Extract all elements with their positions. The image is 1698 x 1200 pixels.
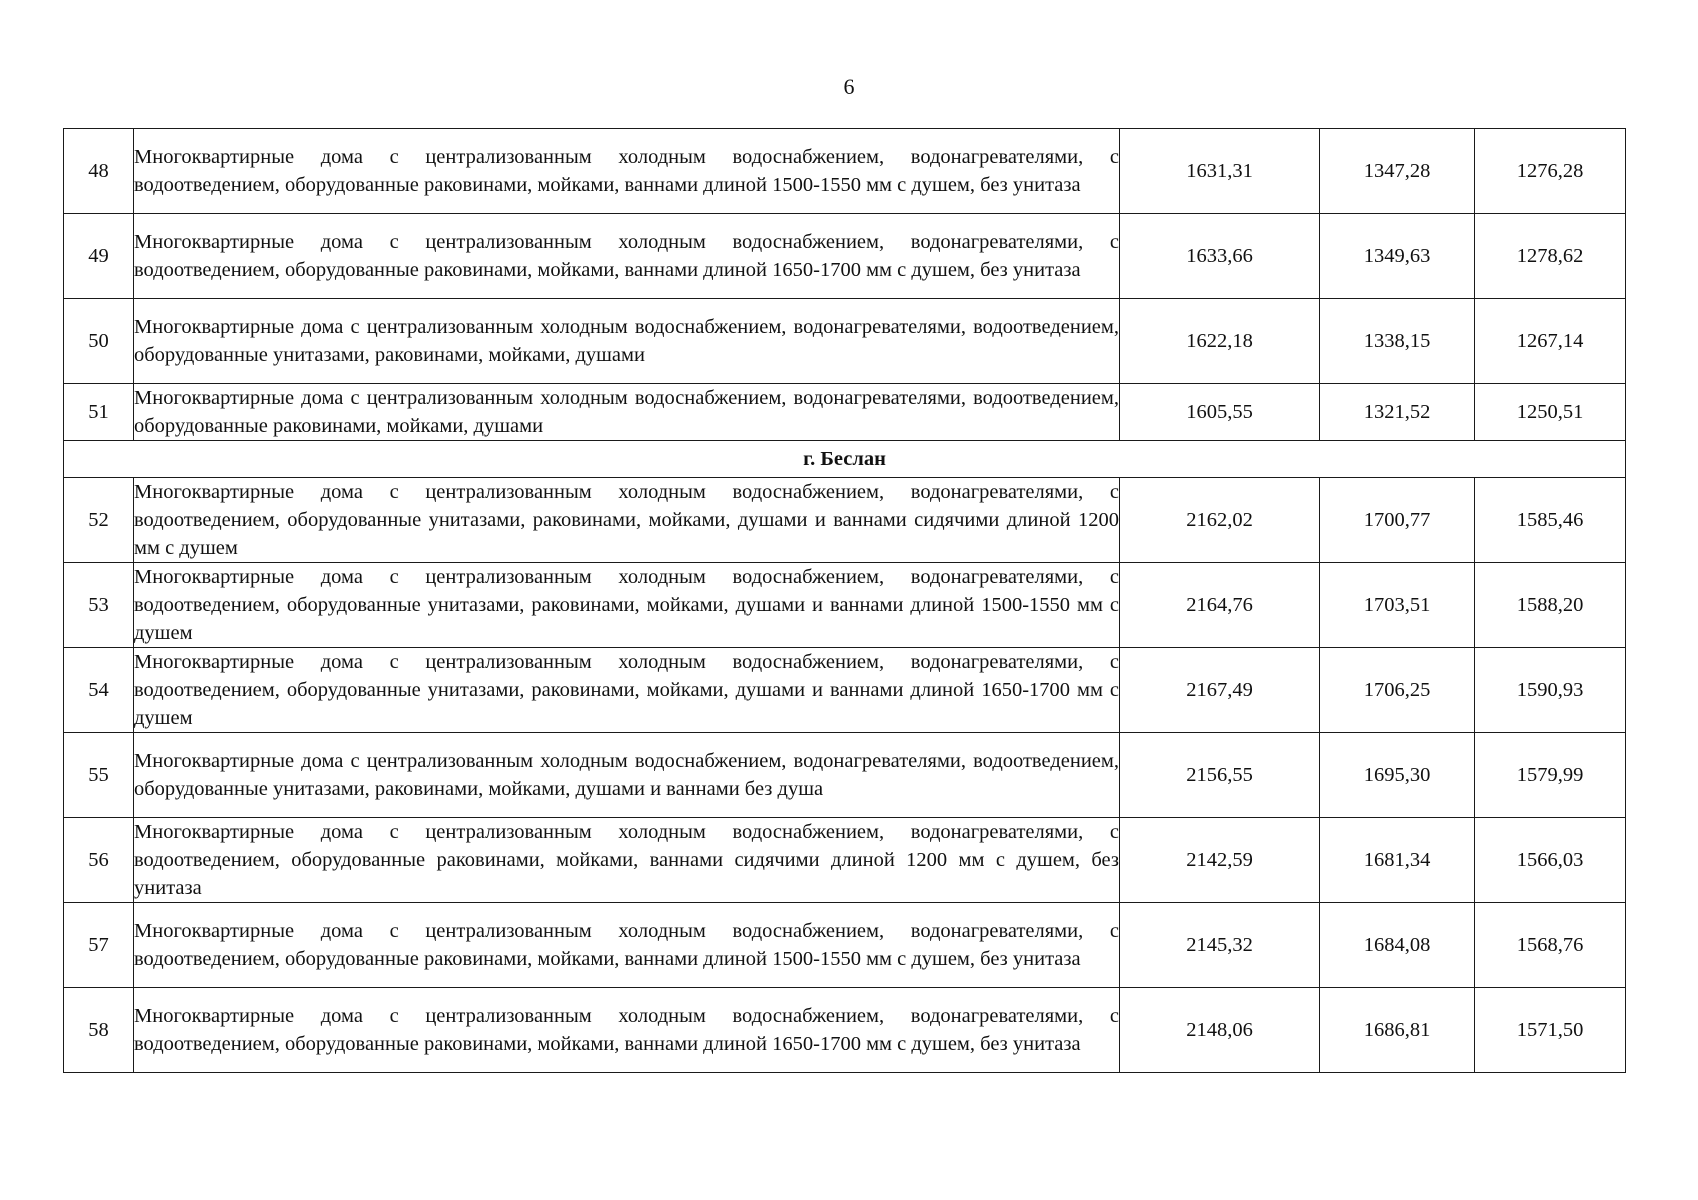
tariff-value-3: 1585,46 — [1475, 478, 1626, 563]
page-number: 6 — [843, 74, 855, 99]
table-row — [64, 478, 1626, 563]
tariff-value-2: 1684,08 — [1320, 903, 1475, 988]
tariff-value-1: 2148,06 — [1120, 988, 1320, 1073]
tariff-value-1: 2164,76 — [1120, 563, 1320, 648]
table-row — [64, 818, 1626, 903]
tariff-value-3: 1278,62 — [1475, 214, 1626, 299]
row-number: 57 — [64, 903, 134, 988]
row-description: Многоквартирные дома с централизованным холодным водоснабжением, водонагревателями, с водоотведением, оборудованные раковинами, мойками, ваннами длиной 1650-1700 мм с душем, без унитаза — [134, 988, 1120, 1073]
tariff-value-2: 1349,63 — [1320, 214, 1475, 299]
row-description: Многоквартирные дома с централизованным холодным водоснабжением, водонагревателями, с водоотведением, оборудованные раковинами, мойками, ваннами сидячими длиной 1200 мм с душем, без унитаза — [134, 818, 1120, 903]
row-number: 54 — [64, 648, 134, 733]
tariff-value-1: 2162,02 — [1120, 478, 1320, 563]
tariff-value-2: 1695,30 — [1320, 733, 1475, 818]
tariff-value-2: 1681,34 — [1320, 818, 1475, 903]
tariff-table — [63, 128, 1626, 1073]
row-number: 52 — [64, 478, 134, 563]
tariff-value-2: 1706,25 — [1320, 648, 1475, 733]
tariff-value-3: 1588,20 — [1475, 563, 1626, 648]
row-number: 50 — [64, 299, 134, 384]
row-number: 53 — [64, 563, 134, 648]
table-row — [64, 733, 1626, 818]
tariff-value-3: 1250,51 — [1475, 384, 1626, 441]
tariff-value-1: 2167,49 — [1120, 648, 1320, 733]
row-description: Многоквартирные дома с централизованным холодным водоснабжением, водонагревателями, водоотведением, оборудованные раковинами, мойками, душами — [134, 384, 1120, 441]
tariff-value-1: 2142,59 — [1120, 818, 1320, 903]
row-description: Многоквартирные дома с централизованным холодным водоснабжением, водонагревателями, с водоотведением, оборудованные раковинами, мойками, ваннами длиной 1650-1700 мм с душем, без унитаза — [134, 214, 1120, 299]
tariff-value-1: 1622,18 — [1120, 299, 1320, 384]
row-description: Многоквартирные дома с централизованным холодным водоснабжением, водонагревателями, водоотведением, оборудованные унитазами, раковинами, мойками, душами — [134, 299, 1120, 384]
tariff-value-3: 1566,03 — [1475, 818, 1626, 903]
row-number: 48 — [64, 129, 134, 214]
row-description: Многоквартирные дома с централизованным холодным водоснабжением, водонагревателями, с водоотведением, оборудованные унитазами, раковинами, мойками, душами и ваннами сидячими длиной 1200 мм с душем — [134, 478, 1120, 563]
tariff-value-1: 1633,66 — [1120, 214, 1320, 299]
tariff-value-1: 2145,32 — [1120, 903, 1320, 988]
section-title: г. Беслан — [64, 441, 1626, 478]
table-row — [64, 563, 1626, 648]
row-number: 56 — [64, 818, 134, 903]
tariff-value-2: 1338,15 — [1320, 299, 1475, 384]
tariff-value-2: 1347,28 — [1320, 129, 1475, 214]
tariff-value-1: 1605,55 — [1120, 384, 1320, 441]
table-row — [64, 384, 1626, 441]
table-row — [64, 214, 1626, 299]
row-number: 55 — [64, 733, 134, 818]
tariff-value-2: 1700,77 — [1320, 478, 1475, 563]
tariff-value-3: 1267,14 — [1475, 299, 1626, 384]
tariff-value-2: 1686,81 — [1320, 988, 1475, 1073]
tariff-value-3: 1579,99 — [1475, 733, 1626, 818]
row-number: 51 — [64, 384, 134, 441]
table-row — [64, 129, 1626, 214]
tariff-value-3: 1276,28 — [1475, 129, 1626, 214]
tariff-value-2: 1321,52 — [1320, 384, 1475, 441]
section-header-row — [64, 441, 1626, 478]
row-description: Многоквартирные дома с централизованным холодным водоснабжением, водонагревателями, с водоотведением, оборудованные унитазами, раковинами, мойками, душами и ваннами длиной 1650-1700 мм с душем — [134, 648, 1120, 733]
row-description: Многоквартирные дома с централизованным холодным водоснабжением, водонагревателями, с водоотведением, оборудованные унитазами, раковинами, мойками, душами и ваннами длиной 1500-1550 мм с душем — [134, 563, 1120, 648]
tariff-value-3: 1571,50 — [1475, 988, 1626, 1073]
tariff-value-1: 2156,55 — [1120, 733, 1320, 818]
table-row — [64, 903, 1626, 988]
row-number: 58 — [64, 988, 134, 1073]
tariff-value-2: 1703,51 — [1320, 563, 1475, 648]
tariff-value-3: 1568,76 — [1475, 903, 1626, 988]
table-row — [64, 648, 1626, 733]
row-description: Многоквартирные дома с централизованным холодным водоснабжением, водонагревателями, водоотведением, оборудованные унитазами, раковинами, мойками, душами и ваннами без душа — [134, 733, 1120, 818]
row-description: Многоквартирные дома с централизованным холодным водоснабжением, водонагревателями, с водоотведением, оборудованные раковинами, мойками, ваннами длиной 1500-1550 мм с душем, без унитаза — [134, 129, 1120, 214]
row-number: 49 — [64, 214, 134, 299]
tariff-value-3: 1590,93 — [1475, 648, 1626, 733]
table-row — [64, 988, 1626, 1073]
table-row — [64, 299, 1626, 384]
tariff-value-1: 1631,31 — [1120, 129, 1320, 214]
row-description: Многоквартирные дома с централизованным холодным водоснабжением, водонагревателями, с водоотведением, оборудованные раковинами, мойками, ваннами длиной 1500-1550 мм с душем, без унитаза — [134, 903, 1120, 988]
